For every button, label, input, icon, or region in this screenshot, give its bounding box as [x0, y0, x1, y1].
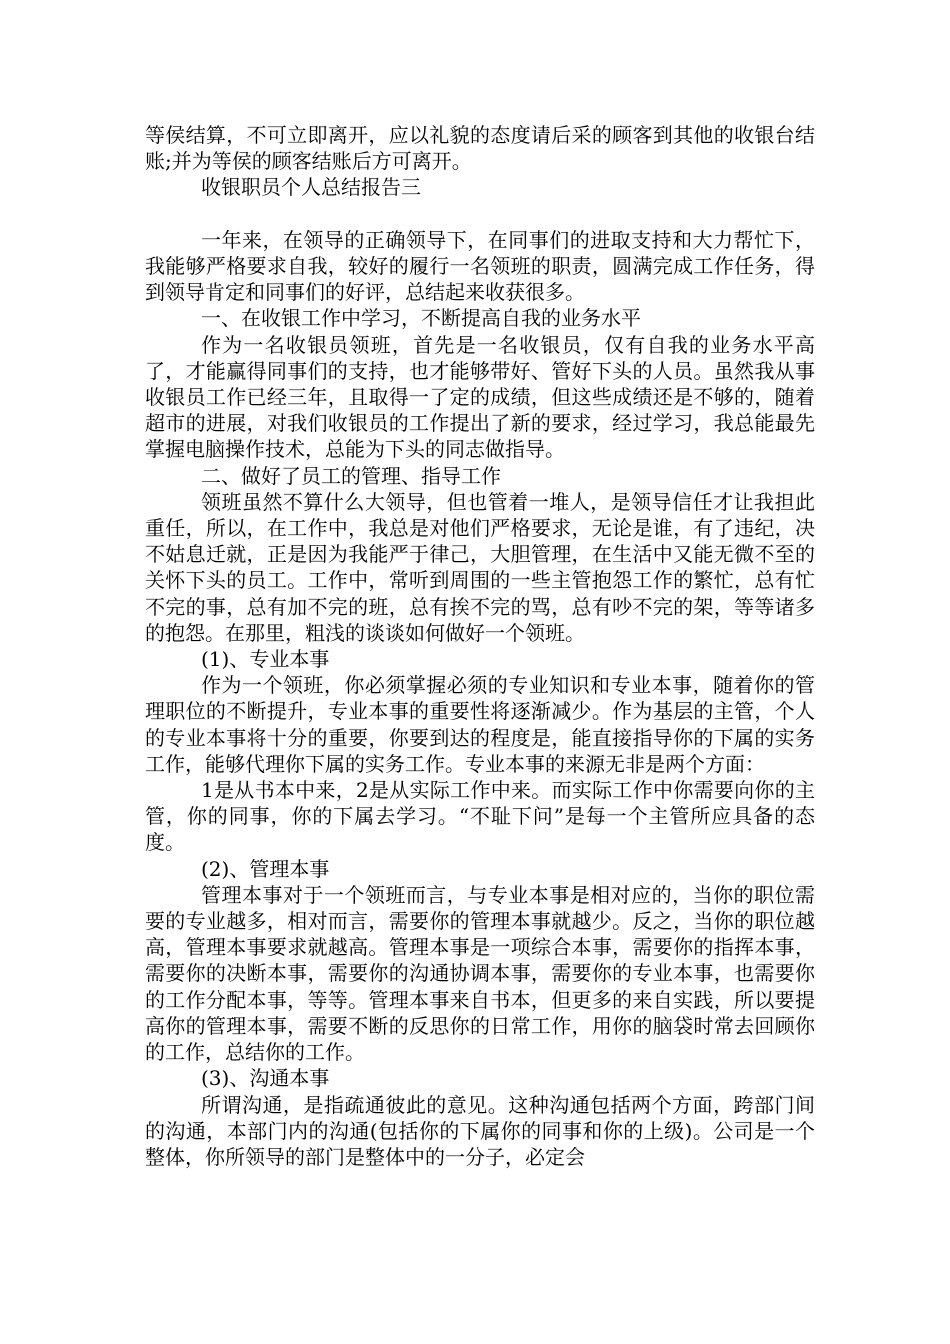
paragraph: 领班虽然不算什么大领导，但也管着一堆人，是领导信任才让我担此重任，所以，在工作中，我总是对他们严格要求，无论是谁，有了违纪，决不姑息迁就，正是因为我能严于律己，大胆管理，在生活中又能无微不至的关怀下头的员工。工作中，常听到周围的一些主管抱怨工作的繁忙，总有忙不完的事，总有加不完的班，总有挨不完的骂，总有吵不完的架，等等诸多的抱怨。在那里，粗浅的谈谈如何做好一个领班。 [145, 489, 815, 645]
heading-2: 二、做好了员工的管理、指导工作 [201, 463, 501, 488]
paragraph: 管理本事对于一个领班而言，与专业本事是相对应的，当你的职位需要的专业越多，相对而言，需要你的管理本事就越少。反之，当你的职位越高，管理本事要求就越高。管理本事是一项综合本事，需要你的指挥本事，需要你的决断本事，需要你的沟通协调本事，需要你的专业本事，也需要你的工作分配本事，等等。管理本事来自书本，但更多的来自实践，所以要提高你的管理本事，需要不断的反思你的日常工作，用你的脑袋时常去回顾你的工作，总结你的工作。 [145, 882, 815, 1065]
paragraph: 作为一名收银员领班，首先是一名收银员，仅有自我的业务水平高了，才能赢得同事们的支持，也才能够带好、管好下头的人员。虽然我从事收银员工作已经三年，且取得一了定的成绩，但这些成绩还是不够的，随着超市的进展，对我们收银员的工作提出了新的要求，经过学习，我总能最先掌握电脑操作技术，总能为下头的同志做指导。 [145, 332, 815, 462]
document-body [145, 122, 815, 1170]
paragraph-intro: 一年来，在领导的正确领导下，在同事们的进取支持和大力帮忙下，我能够严格要求自我，较好的履行一名领班的职责，圆满完成工作任务，得到领导肯定和同事们的好评，总结起来收获很多。 [145, 227, 815, 305]
paragraph: 1是从书本中来，2是从实际工作中来。而实际工作中你需要向你的主管，你的同事，你的下属去学习。“不耻下问”是每一个主管所应具备的态度。 [145, 778, 815, 855]
blank-line [145, 201, 815, 227]
paragraph: 作为一个领班，你必须掌握必须的专业知识和专业本事，随着你的管理职位的不断提升，专业本事的重要性将逐渐减少。作为基层的主管，个人的专业本事将十分的重要，你要到达的程度是，能直接指导你的下属的实务工作，能够代理你下属的实务工作。专业本事的来源无非是两个方面： [145, 673, 815, 776]
subheading-2: (2)、管理本事 [201, 856, 330, 881]
paragraph: 所谓沟通，是指疏通彼此的意见。这种沟通包括两个方面，跨部门间的沟通，本部门内的沟通(包括你的下属你的同事和你的上级)。公司是一个整体，你所领导的部门是整体中的一分子，必定会 [145, 1092, 815, 1169]
section-title: 收银职员个人总结报告三 [201, 175, 421, 200]
subheading-1: (1)、专业本事 [201, 647, 330, 672]
heading-1: 一、在收银工作中学习，不断提高自我的业务水平 [201, 306, 641, 331]
paragraph-continuation: 等侯结算，不可立即离开，应以礼貌的态度请后采的顾客到其他的收银台结账;并为等侯的顾客结账后方可离开。 [145, 123, 815, 174]
subheading-3: (3)、沟通本事 [201, 1066, 330, 1091]
